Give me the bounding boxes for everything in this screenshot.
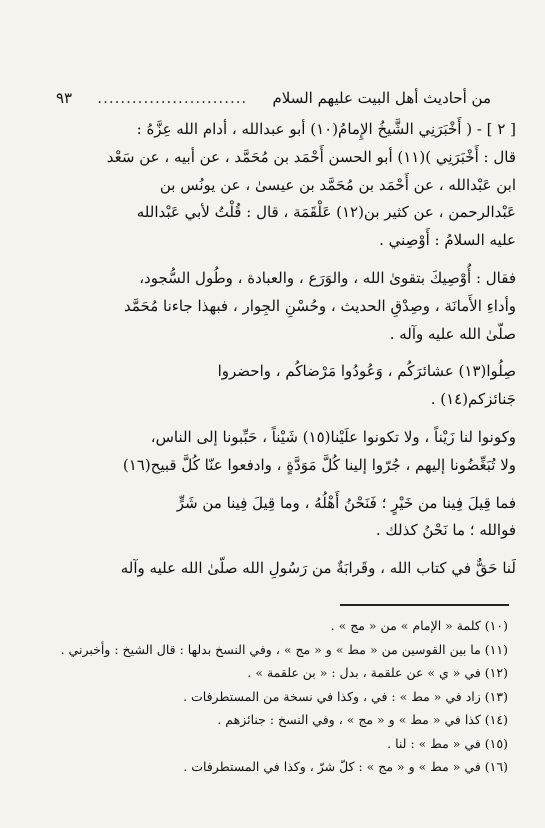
footnote: (١٠) كلمة « الإمام » من « مج » . xyxy=(330,618,508,633)
paragraph-gap xyxy=(30,255,516,265)
text-line: وكونوا لنا زَيْناً ، ولا تكونوا علَيْنا(١٥) شَيْناً ، حَبِّبونا إلى الناس، xyxy=(150,427,516,446)
text-line: جَنائزكم(١٤) . xyxy=(430,390,516,409)
paragraph-gap xyxy=(30,480,516,490)
text-line: فوالله ؛ ما نَحْنُ كذلك . xyxy=(375,521,516,540)
footnote: (١١) ما بين القوسين من « مط » و « مج » ، وفي النسخ بدلها : قال الشيخ : وأخبرني . xyxy=(60,641,508,657)
text-line: ابن عَبْدالله ، عن أَحْمَد بن مُحَمَّد بن عيسىٰ ، عن يونُس بن xyxy=(159,175,516,194)
footnotes xyxy=(56,614,508,779)
main-text xyxy=(30,116,516,583)
text-line: صلّىٰ الله عليه وآله . xyxy=(389,324,516,343)
paragraph-gap xyxy=(30,348,516,358)
text-line: صِلُوا(١٣) عشائرَكُم ، وَعُودُوا مَرْضاكُم ، واحضروا xyxy=(217,362,516,381)
text-line: عليه السلامُ : أَوْصِني . xyxy=(379,231,516,250)
footnote: (١٣) زاد في « مط » : في ، وكذا في نسخة من المستطرفات . xyxy=(183,688,508,704)
running-header xyxy=(56,86,491,110)
text-line: لَنا حَقٌّ في كتاب الله ، وقَرابَةٌ من رَسُولِ الله صلّىٰ الله عليه وآله xyxy=(120,559,516,578)
text-line: وأداءِ الأَمانَة ، وصِدْقِ الحديث ، وحُسْنِ الجِوار ، فبهذا جاءنا مُحَمَّد xyxy=(124,296,516,315)
text-line: فقال : أُوْصِيكَ بتقوىٰ الله ، والوَرَع ، والعبادة ، وطُول السُّجود، xyxy=(139,268,516,287)
footnote: (١٤) كذا في « مط » و « مج » ، وفي النسخ : جنائزهم . xyxy=(217,712,508,727)
footnote: (١٢) في « ي » عن علقمة ، بدل : « بن علقمة » . xyxy=(247,665,508,680)
paragraph-gap xyxy=(30,545,516,555)
text-line: [ ٢ ] - ( أَخْبَرَنِي الشَّيخُ الإِمامُ(١٠) أبو عبدالله ، أدام الله عِزَّهُ : xyxy=(136,120,516,138)
text-line: فما قِيلَ فِينا من خَيْرٍ ؛ فَنَحْنُ أَهْلُهُ ، وما قِيلَ فِينا من شَرٍّ xyxy=(176,493,516,512)
header-title: من أحاديث أهل البيت عليهم السلام xyxy=(272,89,491,107)
text-line: عَبْدالرحمن ، عن كثير بن(١٢) عَلْقَمَة ، قال : قُلْتُ لأبي عَبْدالله xyxy=(136,203,516,222)
page-number: ٩٣ xyxy=(56,89,73,107)
text-line: قال : أَخْبَرَنِي )(١١) أبو الحسن أَحْمَد بن مُحَمَّد ، عن أبيه ، عن سَعْد xyxy=(106,147,516,166)
footnote: (١٦) في « مط » و « مج » : كلّ شرّ ، وكذا في المستطرفات . xyxy=(183,759,508,774)
text-line: ولا تُبَغِّضُونا إليهم ، جُرّوا إلينا كُلَّ مَوَدَّةٍ ، وادفعوا عنّا كُلَّ قبيح(١٦) xyxy=(122,455,516,474)
footnote-separator xyxy=(340,604,509,606)
footnote: (١٥) في « مط » : لنا . xyxy=(387,735,508,751)
paragraph-gap xyxy=(30,414,516,424)
header-leader-dots: .......................... xyxy=(97,89,248,107)
